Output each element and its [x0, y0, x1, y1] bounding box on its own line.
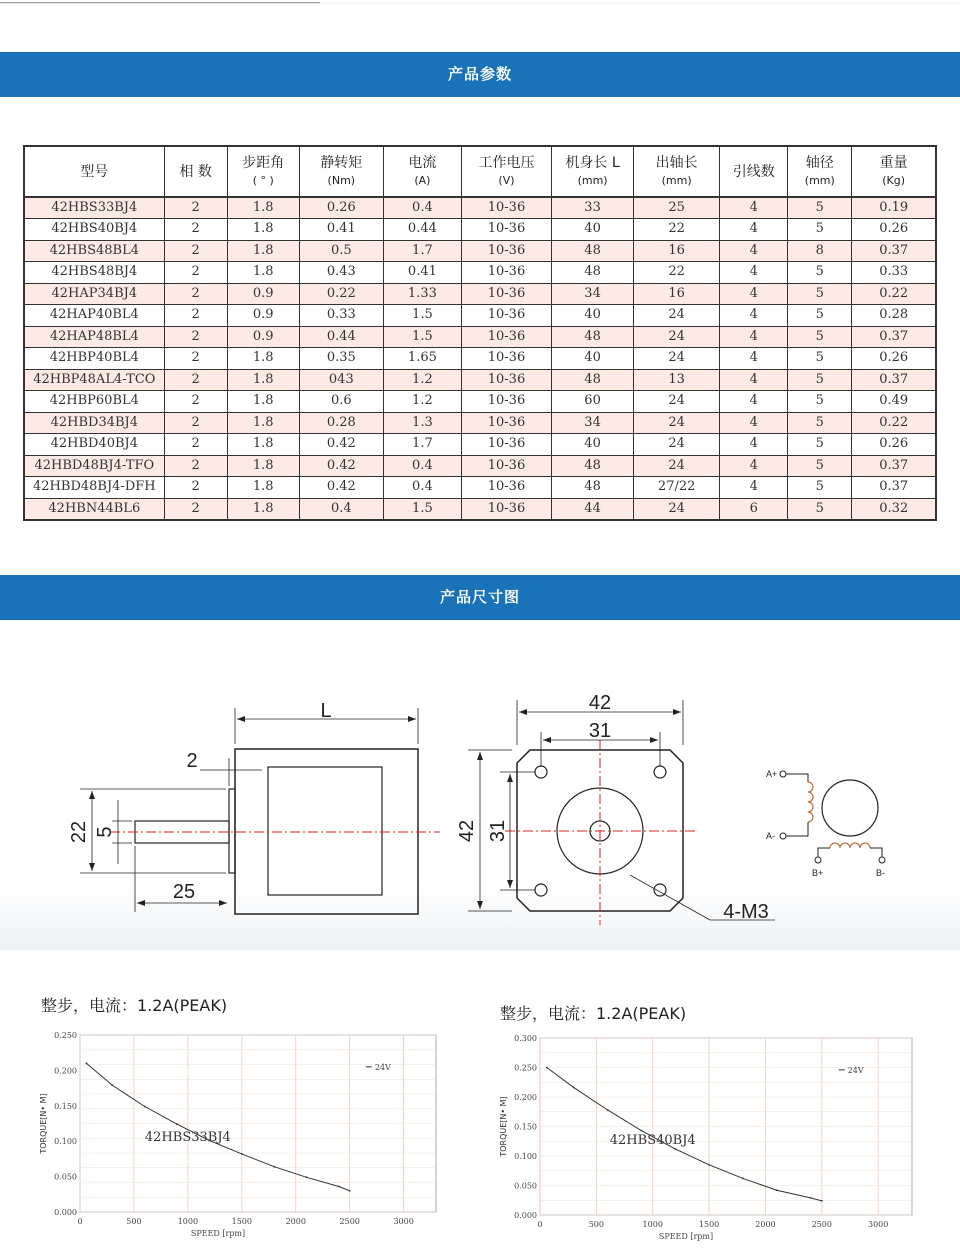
table-cell: 40 — [552, 219, 634, 241]
x-tick-label: 1000 — [642, 1220, 663, 1229]
y-tick-label: 0.000 — [514, 1211, 537, 1220]
table-cell: 13 — [634, 369, 720, 391]
table-cell: 22 — [634, 219, 720, 241]
table-cell: 0.42 — [299, 455, 383, 477]
series-point — [349, 1190, 351, 1192]
table-cell: 1.8 — [227, 391, 299, 413]
table-cell: 42HBS33BJ4 — [24, 197, 164, 219]
table-header-cell — [227, 146, 299, 197]
series-point — [708, 1164, 710, 1166]
table-cell: 10-36 — [461, 412, 551, 434]
table-header-cell — [720, 146, 788, 197]
top-rule — [0, 3, 960, 4]
table-cell: 1.8 — [227, 197, 299, 219]
table-cell: 42HBD34BJ4 — [24, 412, 164, 434]
table-cell: 0.37 — [852, 369, 936, 391]
table-cell: 48 — [552, 369, 634, 391]
table-cell: 0.41 — [299, 219, 383, 241]
header-unit: ( ° ) — [252, 173, 274, 187]
y-tick-label: 0.100 — [514, 1152, 537, 1161]
series-point — [821, 1200, 823, 1202]
series-point — [338, 1186, 340, 1188]
table-cell: 10-36 — [461, 197, 551, 219]
x-tick-label: 2500 — [339, 1217, 360, 1226]
header-label: 轴径 — [805, 154, 834, 171]
table-cell: 1.5 — [383, 326, 461, 348]
table-row — [24, 477, 936, 499]
table-cell: 1.65 — [383, 348, 461, 370]
table-cell: 0.32 — [852, 498, 936, 520]
table-cell: 42HBP40BL4 — [24, 348, 164, 370]
table-cell: 4 — [720, 219, 788, 241]
table-cell: 5 — [788, 498, 852, 520]
table-cell: 0.19 — [852, 197, 936, 219]
table-cell: 34 — [552, 412, 634, 434]
table-cell: 5 — [788, 369, 852, 391]
table-cell: 2 — [164, 283, 227, 305]
dim-L: L — [320, 700, 332, 722]
series-point — [273, 1166, 275, 1168]
x-tick-label: 0 — [537, 1220, 543, 1229]
side-view — [68, 700, 440, 914]
table-cell: 2 — [164, 391, 227, 413]
series-point — [810, 1197, 812, 1199]
table-cell: 2 — [164, 240, 227, 262]
table-cell: 5 — [788, 391, 852, 413]
table-row — [24, 240, 936, 262]
table-cell: 10-36 — [461, 326, 551, 348]
table-cell: 10-36 — [461, 391, 551, 413]
table-cell: 24 — [634, 391, 720, 413]
y-tick-label: 0.050 — [514, 1181, 537, 1191]
table-row — [24, 283, 936, 305]
dim-height: 22 — [68, 820, 90, 844]
table-cell: 0.37 — [852, 240, 936, 262]
table-cell: 0.49 — [852, 391, 936, 413]
x-axis-label: SPEED [rpm] — [658, 1232, 714, 1241]
table-row — [24, 305, 936, 327]
banner-product-params: 产品参数 — [0, 52, 960, 97]
dim-shaft-dia: 5 — [94, 826, 116, 838]
table-cell: 6 — [720, 498, 788, 520]
dim-front-height: 42 — [456, 819, 478, 843]
torque-chart-1 — [36, 1022, 446, 1247]
table-cell: 0.9 — [227, 305, 299, 327]
table-cell: 5 — [788, 348, 852, 370]
series-point — [674, 1148, 676, 1150]
front-view — [456, 692, 778, 925]
series-point — [306, 1176, 308, 1178]
table-cell: 0.43 — [299, 262, 383, 284]
y-tick-label: 0.200 — [54, 1066, 77, 1076]
header-label: 引线数 — [732, 163, 775, 180]
table-cell: 1.8 — [227, 498, 299, 520]
table-cell: 4 — [720, 391, 788, 413]
table-row — [24, 219, 936, 241]
table-cell: 0.44 — [299, 326, 383, 348]
table-row — [24, 455, 936, 477]
table-cell: 25 — [634, 197, 720, 219]
wiring-diagram — [766, 769, 885, 878]
table-header-row — [24, 146, 936, 197]
table-row — [24, 498, 936, 520]
table-cell: 44 — [552, 498, 634, 520]
table-cell: 0.33 — [852, 262, 936, 284]
table-cell: 24 — [634, 305, 720, 327]
table-cell: 4 — [720, 455, 788, 477]
table-cell: 42HAP40BL4 — [24, 305, 164, 327]
table-cell: 42HBS48BL4 — [24, 240, 164, 262]
table-cell: 40 — [552, 434, 634, 456]
x-tick-label: 1000 — [177, 1217, 199, 1226]
table-cell: 27/22 — [634, 477, 720, 499]
x-tick-label: 500 — [588, 1220, 605, 1229]
table-row — [24, 434, 936, 456]
table-cell: 24 — [634, 434, 720, 456]
table-cell: 24 — [634, 498, 720, 520]
table-cell: 1.2 — [383, 391, 461, 413]
table-cell: 4 — [720, 240, 788, 262]
model-annotation: 42HBS40BJ4 — [609, 1133, 696, 1149]
table-cell: 10-36 — [461, 262, 551, 284]
x-tick-label: 2500 — [811, 1220, 832, 1229]
header-label: 静转矩 — [320, 154, 363, 171]
series-point — [607, 1109, 609, 1111]
table-cell: 48 — [552, 262, 634, 284]
y-axis-label: TORQUE[N• M] — [499, 1096, 508, 1157]
table-cell: 1.8 — [227, 455, 299, 477]
header-unit: (V) — [498, 173, 515, 187]
table-cell: 42HBP48AL4-TCO — [24, 369, 164, 391]
side-stator — [268, 767, 382, 895]
table-cell: 22 — [634, 262, 720, 284]
y-tick-label: 0.250 — [54, 1031, 77, 1040]
table-cell: 2 — [164, 326, 227, 348]
table-row — [24, 197, 936, 219]
table-cell: 42HBP60BL4 — [24, 391, 164, 413]
table-cell: 34 — [552, 283, 634, 305]
table-row — [24, 326, 936, 348]
table-cell: 0.4 — [383, 197, 461, 219]
table-cell: 2 — [164, 369, 227, 391]
table-cell: 48 — [552, 240, 634, 262]
table-cell: 0.26 — [852, 434, 936, 456]
table-cell: 40 — [552, 305, 634, 327]
table-cell: 5 — [788, 434, 852, 456]
header-label: 型号 — [80, 163, 109, 180]
table-cell: 1.8 — [227, 477, 299, 499]
table-cell: 0.42 — [299, 434, 383, 456]
x-tick-label: 500 — [126, 1217, 142, 1226]
table-row — [24, 262, 936, 284]
table-cell: 1.2 — [383, 369, 461, 391]
table-cell: 1.8 — [227, 240, 299, 262]
table-cell: 0.26 — [299, 197, 383, 219]
table-cell: 5 — [788, 262, 852, 284]
table-header-cell — [788, 146, 852, 197]
rotor-circle — [822, 780, 878, 836]
table-cell: 5 — [788, 455, 852, 477]
table-header-cell — [299, 146, 383, 197]
table-cell: 0.37 — [852, 455, 936, 477]
table-cell: 42HAP34BJ4 — [24, 283, 164, 305]
series-point — [241, 1153, 243, 1155]
table-cell: 1.8 — [227, 219, 299, 241]
y-tick-label: 0.250 — [514, 1063, 537, 1073]
table-cell: 42HBD48BJ4-TFO — [24, 455, 164, 477]
table-header-cell — [24, 146, 164, 197]
table-cell: 24 — [634, 326, 720, 348]
y-tick-label: 0.200 — [514, 1093, 537, 1102]
table-cell: 24 — [634, 348, 720, 370]
table-cell: 10-36 — [461, 283, 551, 305]
table-cell: 42HBN44BL6 — [24, 498, 164, 520]
header-label: 相 数 — [179, 163, 212, 180]
table-cell: 42HBS48BJ4 — [24, 262, 164, 284]
header-label: 工作电压 — [478, 154, 535, 171]
label-b-plus: B+ — [812, 868, 824, 878]
series-point — [111, 1084, 113, 1086]
table-cell: 33 — [552, 197, 634, 219]
table-cell: 0.37 — [852, 477, 936, 499]
table-cell: 1.5 — [383, 305, 461, 327]
table-cell: 48 — [552, 477, 634, 499]
table-cell: 1.3 — [383, 412, 461, 434]
table-cell: 0.42 — [299, 477, 383, 499]
y-tick-label: 0.150 — [514, 1122, 537, 1132]
header-unit: (mm) — [661, 173, 692, 187]
table-cell: 2 — [164, 455, 227, 477]
y-tick-label: 0.100 — [54, 1137, 77, 1147]
table-cell: 043 — [299, 369, 383, 391]
chart2-title: 整步，电流：1.2A(PEAK) — [500, 1004, 687, 1023]
table-cell: 0.41 — [383, 262, 461, 284]
table-row — [24, 369, 936, 391]
table-cell: 42HBD48BJ4-DFH — [24, 477, 164, 499]
table-cell: 2 — [164, 262, 227, 284]
table-cell: 4 — [720, 262, 788, 284]
dim-hole-x: 31 — [588, 720, 612, 742]
label-b-minus: B- — [876, 868, 885, 878]
table-cell: 10-36 — [461, 369, 551, 391]
table-cell: 5 — [788, 326, 852, 348]
table-cell: 0.33 — [299, 305, 383, 327]
table-cell: 1.33 — [383, 283, 461, 305]
table-cell: 4 — [720, 369, 788, 391]
table-cell: 5 — [788, 197, 852, 219]
table-cell: 1.5 — [383, 498, 461, 520]
dim-shaft-len: 25 — [172, 881, 196, 903]
table-cell: 0.28 — [852, 305, 936, 327]
x-axis-label: SPEED [rpm] — [190, 1229, 246, 1238]
table-cell: 8 — [788, 240, 852, 262]
dim-hole-y: 31 — [487, 819, 509, 843]
table-cell: 2 — [164, 498, 227, 520]
table-cell: 2 — [164, 305, 227, 327]
series-point — [144, 1106, 146, 1108]
dim-front-width: 42 — [588, 692, 612, 714]
table-cell: 10-36 — [461, 455, 551, 477]
table-cell: 5 — [788, 305, 852, 327]
header-label: 重量 — [879, 154, 908, 171]
table-cell: 0.9 — [227, 283, 299, 305]
x-tick-label: 3000 — [393, 1217, 414, 1226]
table-cell: 4 — [720, 326, 788, 348]
table-cell: 24 — [634, 412, 720, 434]
table-cell: 10-36 — [461, 305, 551, 327]
table-cell: 0.28 — [299, 412, 383, 434]
dim-flange: 2 — [186, 750, 198, 772]
table-cell: 0.9 — [227, 326, 299, 348]
header-unit: (Kg) — [882, 173, 906, 187]
table-cell: 4 — [720, 283, 788, 305]
table-cell: 1.8 — [227, 434, 299, 456]
table-header-cell — [461, 146, 551, 197]
table-cell: 42HBS40BJ4 — [24, 219, 164, 241]
torque-chart-2 — [496, 1028, 920, 1246]
x-tick-label: 1500 — [698, 1220, 720, 1229]
table-cell: 1.8 — [227, 412, 299, 434]
table-cell: 16 — [634, 283, 720, 305]
table-cell: 0.37 — [852, 326, 936, 348]
table-cell: 48 — [552, 326, 634, 348]
table-cell: 16 — [634, 240, 720, 262]
table-cell: 10-36 — [461, 219, 551, 241]
x-tick-label: 2000 — [755, 1220, 776, 1229]
table-cell: 0.22 — [299, 283, 383, 305]
table-cell: 1.8 — [227, 369, 299, 391]
header-unit: (mm) — [804, 173, 835, 187]
y-tick-label: 0.150 — [54, 1101, 77, 1111]
x-tick-label: 2000 — [285, 1217, 306, 1226]
series-point — [86, 1062, 88, 1064]
table-cell: 60 — [552, 391, 634, 413]
series-point — [546, 1067, 548, 1069]
table-header-cell — [552, 146, 634, 197]
table-cell: 10-36 — [461, 477, 551, 499]
table-cell: 2 — [164, 219, 227, 241]
table-cell: 2 — [164, 434, 227, 456]
table-cell: 10-36 — [461, 434, 551, 456]
y-axis-label: TORQUE[N• M] — [39, 1093, 48, 1154]
x-tick-label: 0 — [77, 1217, 83, 1226]
table-header-cell — [383, 146, 461, 197]
model-annotation: 42HBS33BJ4 — [144, 1130, 231, 1146]
table-cell: 2 — [164, 412, 227, 434]
y-tick-label: 0.050 — [54, 1172, 77, 1182]
label-a-minus: A- — [766, 831, 775, 841]
header-label: 电流 — [408, 154, 437, 171]
legend-label: 24V — [847, 1065, 864, 1075]
table-header-cell — [852, 146, 936, 197]
header-unit: (mm) — [577, 173, 608, 187]
table-cell: 4 — [720, 197, 788, 219]
table-cell: 2 — [164, 197, 227, 219]
table-cell: 1.7 — [383, 434, 461, 456]
table-cell: 0.44 — [383, 219, 461, 241]
table-body — [24, 197, 936, 520]
table-cell: 24 — [634, 455, 720, 477]
table-cell: 0.35 — [299, 348, 383, 370]
table-row — [24, 391, 936, 413]
table-cell: 40 — [552, 348, 634, 370]
table-cell: 10-36 — [461, 240, 551, 262]
header-label: 机身长 L — [565, 154, 620, 171]
banner-product-dimensions: 产品尺寸图 — [0, 575, 960, 620]
table-cell: 1.7 — [383, 240, 461, 262]
table-row — [24, 412, 936, 434]
header-unit: (A) — [414, 173, 431, 187]
table-cell: 0.22 — [852, 283, 936, 305]
series-point — [176, 1123, 178, 1125]
table-cell: 5 — [788, 283, 852, 305]
y-tick-label: 0.000 — [54, 1208, 77, 1217]
header-label: 步距角 — [242, 154, 285, 171]
table-cell: 1.8 — [227, 348, 299, 370]
table-cell: 0.26 — [852, 219, 936, 241]
table-cell: 4 — [720, 477, 788, 499]
table-cell: 10-36 — [461, 498, 551, 520]
table-cell: 0.4 — [299, 498, 383, 520]
table-cell: 0.22 — [852, 412, 936, 434]
table-cell: 2 — [164, 348, 227, 370]
table-cell: 10-36 — [461, 348, 551, 370]
series-point — [641, 1130, 643, 1132]
x-tick-label: 3000 — [868, 1220, 889, 1229]
param-table — [23, 145, 937, 521]
table-cell: 42HBD40BJ4 — [24, 434, 164, 456]
table-cell: 0.4 — [383, 477, 461, 499]
table-cell: 0.5 — [299, 240, 383, 262]
label-a-plus: A+ — [766, 769, 778, 779]
chart1-title: 整步，电流：1.2A(PEAK) — [41, 996, 228, 1015]
table-cell: 5 — [788, 412, 852, 434]
table-cell: 1.8 — [227, 262, 299, 284]
table-cell: 4 — [720, 412, 788, 434]
side-flange — [229, 789, 235, 873]
table-row — [24, 348, 936, 370]
table-cell: 4 — [720, 305, 788, 327]
legend-label: 24V — [374, 1062, 391, 1072]
table-cell: 5 — [788, 219, 852, 241]
series-point — [742, 1178, 744, 1180]
series-point — [776, 1189, 778, 1191]
dimension-drawing — [0, 620, 960, 950]
table-cell: 0.26 — [852, 348, 936, 370]
x-tick-label: 1500 — [231, 1217, 252, 1226]
table-header-cell — [634, 146, 720, 197]
header-label: 出轴长 — [655, 154, 698, 171]
table-cell: 4 — [720, 434, 788, 456]
dim-holes: 4-M3 — [723, 901, 769, 923]
table-cell: 0.4 — [383, 455, 461, 477]
table-cell: 48 — [552, 455, 634, 477]
table-cell: 5 — [788, 477, 852, 499]
series-point — [573, 1087, 575, 1089]
table-cell: 2 — [164, 477, 227, 499]
table-cell: 42HAP48BL4 — [24, 326, 164, 348]
header-unit: (Nm) — [327, 173, 356, 187]
y-tick-label: 0.300 — [514, 1034, 537, 1043]
table-cell: 4 — [720, 348, 788, 370]
table-header-cell — [164, 146, 227, 197]
table-cell: 0.6 — [299, 391, 383, 413]
